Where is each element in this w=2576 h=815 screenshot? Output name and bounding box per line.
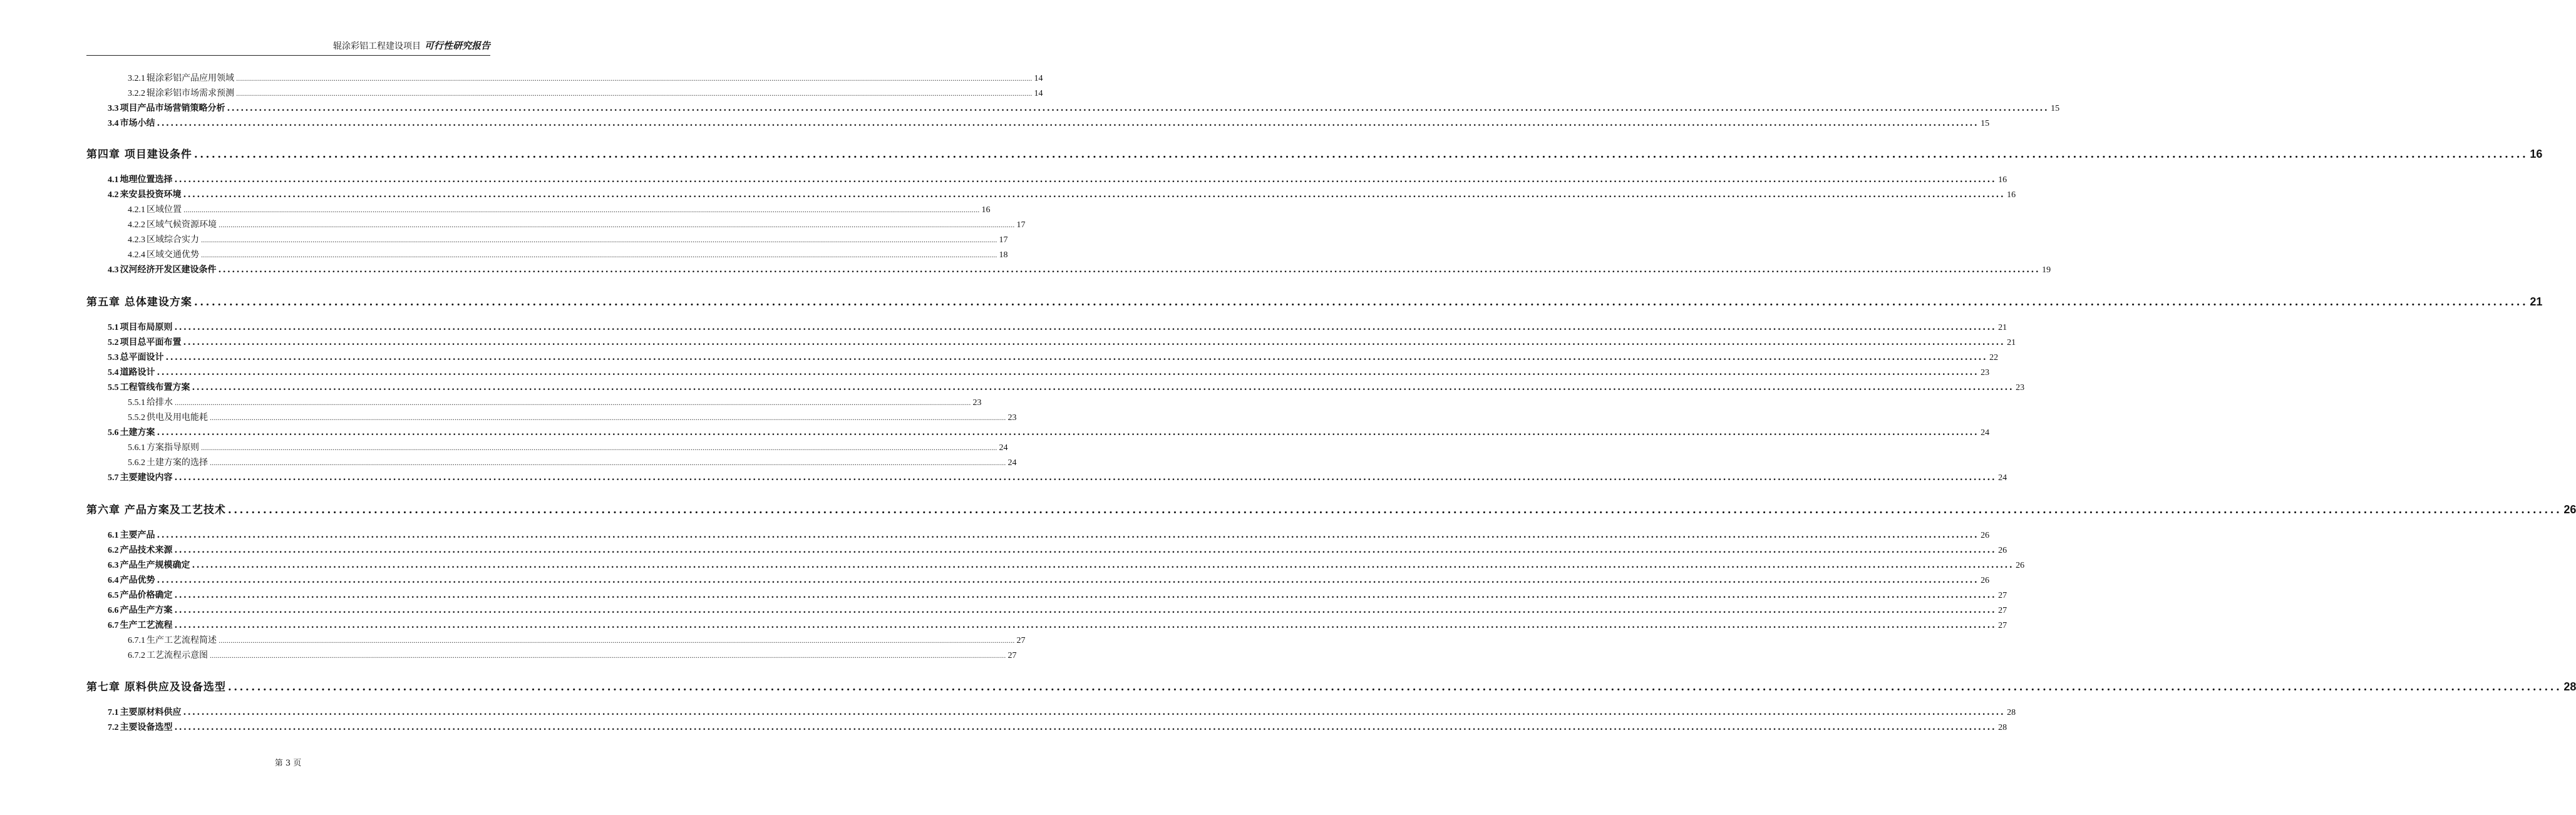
toc-entry-page-number: 17 xyxy=(1016,220,1026,230)
toc-entry-page-number: 16 xyxy=(2007,190,2016,200)
toc-entry-number: 4.2 xyxy=(108,190,119,200)
toc-entry-page-number: 26 xyxy=(1998,546,2007,555)
toc-entry-page-number: 27 xyxy=(1998,621,2007,630)
dot-leader: ................................................................................................................................................................................................................................................................................................................................................................................................................ xyxy=(157,575,1979,585)
toc-entry-number: 6.6 xyxy=(108,606,119,615)
toc-entry-title: 产品技术来源 xyxy=(120,545,173,555)
toc-entry[interactable] xyxy=(108,528,1990,541)
toc-entry-number: 5.1 xyxy=(108,323,119,332)
toc-entry-title: 给排水 xyxy=(147,397,173,408)
toc-entry-title: 道路设计 xyxy=(120,367,155,377)
toc-entry[interactable] xyxy=(128,218,1026,230)
toc-entry-page-number: 23 xyxy=(972,398,982,408)
toc-entry-page-number: 26 xyxy=(1981,576,1990,585)
dot-leader: ................................................................................................................................................................................................................................................................................................................................................................................................................ xyxy=(175,400,971,407)
toc-entry-page-number: 14 xyxy=(1034,74,1043,83)
dot-leader: ................................................................................................................................................................................................................................................................................................................................................................................................................ xyxy=(210,415,1006,422)
toc-chapter-entry[interactable] xyxy=(86,678,2576,694)
toc-entry-number: 5.6.2 xyxy=(128,458,145,468)
dot-leader: ................................................................................................................................................................................................................................................................................................................................................................................................................ xyxy=(183,190,2006,200)
toc-entry[interactable] xyxy=(128,396,982,408)
dot-leader: ................................................................................................................................................................................................................................................................................................................................................................................................................ xyxy=(165,352,1988,362)
toc-entry[interactable] xyxy=(108,573,1990,586)
toc-entry-number: 5.4 xyxy=(108,368,119,377)
toc-entry-page-number: 16 xyxy=(2530,148,2543,160)
dot-leader: ................................................................................................................................................................................................................................................................................................................................................................................................................ xyxy=(157,428,1979,438)
dot-leader: ................................................................................................................................................................................................................................................................................................................................................................................................................ xyxy=(192,382,2014,392)
toc-entry[interactable] xyxy=(108,116,1990,129)
dot-leader: ................................................................................................................................................................................................................................................................................................................................................................................................................ xyxy=(201,252,997,259)
dot-leader: ................................................................................................................................................................................................................................................................................................................................................................................................................ xyxy=(210,460,1006,467)
toc-entry[interactable] xyxy=(108,720,2007,733)
dot-leader: ................................................................................................................................................................................................................................................................................................................................................................................................................ xyxy=(157,367,1979,377)
dot-leader: ................................................................................................................................................................................................................................................................................................................................................................................................................ xyxy=(174,590,1997,600)
toc-entry-page-number: 16 xyxy=(1998,175,2007,185)
toc-entry-page-number: 24 xyxy=(1998,473,2007,483)
toc-entry-number: 3.2.2 xyxy=(128,89,145,98)
dot-leader: ................................................................................................................................................................................................................................................................................................................................................................................................................ xyxy=(192,560,2014,570)
toc-entry-number: 5.3 xyxy=(108,353,119,362)
dot-leader: ................................................................................................................................................................................................................................................................................................................................................................................................................ xyxy=(174,722,1997,732)
dot-leader: ................................................................................................................................................................................................................................................................................................................................................................................................................ xyxy=(201,237,997,244)
toc-entry-title: 汉河经济开发区建设条件 xyxy=(120,265,217,275)
dot-leader: ................................................................................................................................................................................................................................................................................................................................................................................................................ xyxy=(183,707,2006,717)
toc-entry-page-number: 22 xyxy=(1989,353,1999,362)
toc-entry-number: 6.5 xyxy=(108,591,119,600)
toc-entry-page-number: 24 xyxy=(999,443,1008,453)
toc-entry-page-number: 21 xyxy=(1998,323,2007,332)
toc-entry-page-number: 26 xyxy=(2016,561,2025,570)
toc-entry-page-number: 24 xyxy=(1981,428,1990,438)
page-footer xyxy=(0,756,576,768)
toc-entry-number: 6.1 xyxy=(108,531,119,540)
toc-entry[interactable] xyxy=(108,320,2007,333)
toc-entry-page-number: 27 xyxy=(1998,606,2007,615)
toc-entry[interactable] xyxy=(108,351,1999,363)
toc-entry[interactable] xyxy=(128,411,1017,423)
toc-entry-number: 3.2.1 xyxy=(128,74,145,83)
toc-entry-number: 5.7 xyxy=(108,473,119,483)
toc-entry-page-number: 27 xyxy=(1998,591,2007,600)
toc-entry[interactable] xyxy=(128,441,1008,453)
toc-entry-title: 供电及用电能耗 xyxy=(147,413,208,423)
toc-entry-page-number: 23 xyxy=(2016,383,2025,392)
toc-entry[interactable] xyxy=(128,648,1017,661)
toc-entry-title: 项目总平面布置 xyxy=(120,337,182,347)
toc-entry-title: 土建方案的选择 xyxy=(147,458,208,468)
dot-leader: ................................................................................................................................................................................................................................................................................................................................................................................................................ xyxy=(157,530,1979,540)
toc-entry-page-number: 28 xyxy=(2007,708,2016,717)
toc-entry-page-number: 21 xyxy=(2007,338,2016,347)
toc-entry[interactable] xyxy=(128,233,1008,245)
toc-chapter-entry[interactable] xyxy=(86,293,2543,309)
toc-entry-title: 工程管线布置方案 xyxy=(120,382,190,392)
toc-entry[interactable] xyxy=(108,426,1990,438)
toc-entry-number: 4.3 xyxy=(108,265,119,275)
toc-entry-number: 5.6 xyxy=(108,428,119,438)
dot-leader: ................................................................................................................................................................................................................................................................................................................................................................................................................ xyxy=(193,148,2528,161)
toc-entry-page-number: 16 xyxy=(981,205,991,215)
dot-leader: ................................................................................................................................................................................................................................................................................................................................................................................................................ xyxy=(227,681,2562,694)
toc-entry-page-number: 21 xyxy=(2530,295,2543,308)
toc-entry[interactable] xyxy=(108,263,2051,275)
toc-entry-title: 第六章 产品方案及工艺技术 xyxy=(86,504,226,516)
dot-leader: ................................................................................................................................................................................................................................................................................................................................................................................................................ xyxy=(174,605,1997,615)
toc-entry[interactable] xyxy=(108,618,2007,631)
dot-leader: ................................................................................................................................................................................................................................................................................................................................................................................................................ xyxy=(174,175,1997,185)
dot-leader: ................................................................................................................................................................................................................................................................................................................................................................................................................ xyxy=(236,76,1033,83)
toc-entry-title: 项目产品市场营销策略分析 xyxy=(120,103,225,113)
toc-entry-number: 4.2.4 xyxy=(128,250,145,260)
toc-entry-page-number: 28 xyxy=(1998,723,2007,732)
toc-entry-title: 区域位置 xyxy=(147,205,182,215)
toc-entry-page-number: 17 xyxy=(999,235,1008,245)
toc-entry-title: 区域气候资源环境 xyxy=(147,220,217,230)
toc-entry[interactable] xyxy=(108,543,2007,556)
dot-leader: ................................................................................................................................................................................................................................................................................................................................................................................................................ xyxy=(174,620,1997,630)
toc-entry-page-number: 23 xyxy=(1981,368,1990,377)
toc-entry[interactable] xyxy=(108,471,2007,483)
toc-entry-title: 地理位置选择 xyxy=(120,175,173,185)
toc-entry-number: 4.2.1 xyxy=(128,205,145,215)
toc-entry-page-number: 24 xyxy=(1007,458,1017,468)
toc-entry-title: 主要建设内容 xyxy=(120,473,173,483)
toc-entry-number: 3.4 xyxy=(108,119,119,128)
toc-entry-title: 产品价格确定 xyxy=(120,590,173,600)
dot-leader: ................................................................................................................................................................................................................................................................................................................................................................................................................ xyxy=(193,296,2528,309)
toc-entry-number: 6.7.2 xyxy=(128,651,145,660)
toc-entry-number: 4.2.2 xyxy=(128,220,145,230)
toc-entry-number: 3.3 xyxy=(108,104,119,113)
dot-leader: ................................................................................................................................................................................................................................................................................................................................................................................................................ xyxy=(174,473,1997,483)
dot-leader: ................................................................................................................................................................................................................................................................................................................................................................................................................ xyxy=(174,322,1997,332)
toc-entry-number: 4.2.3 xyxy=(128,235,145,245)
toc-entry-number: 5.5.1 xyxy=(128,398,145,408)
toc-entry-number: 5.5 xyxy=(108,383,119,392)
toc-entry-page-number: 23 xyxy=(1007,413,1017,423)
toc-entry-number: 7.2 xyxy=(108,723,119,732)
toc-entry-title: 项目布局原则 xyxy=(120,322,173,332)
dot-leader: ................................................................................................................................................................................................................................................................................................................................................................................................................ xyxy=(219,638,1015,645)
toc-entry-title: 主要原材料供应 xyxy=(120,707,182,717)
header-document-type: 可行性研究报告 xyxy=(424,40,490,51)
toc-entry[interactable] xyxy=(108,603,2007,616)
toc-entry-title: 区域交通优势 xyxy=(147,250,199,260)
toc-entry-title: 主要设备选型 xyxy=(120,722,173,732)
page-number: 第 3 页 xyxy=(274,759,302,768)
toc-entry-number: 5.5.2 xyxy=(128,413,145,423)
toc-entry[interactable] xyxy=(108,558,2025,571)
toc-entry-title: 辊涂彩铝市场需求预测 xyxy=(147,88,234,98)
dot-leader: ................................................................................................................................................................................................................................................................................................................................................................................................................ xyxy=(183,207,980,214)
toc-entry-number: 4.1 xyxy=(108,175,119,185)
toc-entry-title: 第五章 总体建设方案 xyxy=(86,296,192,309)
toc-entry[interactable] xyxy=(128,456,1017,468)
toc-entry-title: 方案指导原则 xyxy=(147,443,199,453)
toc-entry-title: 总平面设计 xyxy=(120,352,164,362)
toc-entry-title: 第四章 项目建设条件 xyxy=(86,148,192,161)
toc-entry-title: 区域综合实力 xyxy=(147,235,199,245)
toc-entry-page-number: 27 xyxy=(1016,636,1026,645)
dot-leader: ................................................................................................................................................................................................................................................................................................................................................................................................................ xyxy=(210,653,1006,660)
toc-entry-title: 产品生产方案 xyxy=(120,605,173,615)
toc-entry[interactable] xyxy=(108,173,2007,185)
toc-entry-title: 来安县投资环境 xyxy=(120,190,182,200)
toc-entry-title: 土建方案 xyxy=(120,428,155,438)
dot-leader: ................................................................................................................................................................................................................................................................................................................................................................................................................ xyxy=(183,337,2006,347)
toc-entry-title: 辊涂彩铝产品应用领域 xyxy=(147,73,234,83)
toc-entry-number: 6.4 xyxy=(108,576,119,585)
dot-leader: ................................................................................................................................................................................................................................................................................................................................................................................................................ xyxy=(219,222,1015,229)
toc-entry-page-number: 15 xyxy=(1981,119,1990,128)
toc-entry-number: 6.2 xyxy=(108,546,119,555)
header-project-name: 辊涂彩铝工程建设项目 xyxy=(332,41,421,51)
dot-leader: ................................................................................................................................................................................................................................................................................................................................................................................................................ xyxy=(218,265,2041,275)
toc-entry[interactable] xyxy=(108,381,2025,393)
toc-entry-title: 生产工艺流程简述 xyxy=(147,635,217,645)
toc-chapter-entry[interactable] xyxy=(86,145,2543,161)
toc-entry-number: 5.6.1 xyxy=(128,443,145,453)
toc-entry-page-number: 28 xyxy=(2563,680,2576,693)
toc-entry-page-number: 26 xyxy=(1981,531,1990,540)
toc-entry[interactable] xyxy=(108,705,2016,718)
toc-entry[interactable] xyxy=(108,188,2016,200)
dot-leader: ................................................................................................................................................................................................................................................................................................................................................................................................................ xyxy=(236,91,1033,98)
toc-entry-number: 7.1 xyxy=(108,708,119,717)
toc-entry[interactable] xyxy=(128,248,1008,260)
toc-chapter-entry[interactable] xyxy=(86,501,2576,516)
toc-entry-title: 主要产品 xyxy=(120,530,155,540)
toc-entry-title: 产品生产规模确定 xyxy=(120,560,190,570)
toc-entry[interactable] xyxy=(108,588,2007,601)
dot-leader: ................................................................................................................................................................................................................................................................................................................................................................................................................ xyxy=(201,445,997,452)
dot-leader: ................................................................................................................................................................................................................................................................................................................................................................................................................ xyxy=(227,504,2562,516)
toc-entry-page-number: 19 xyxy=(2042,265,2051,275)
toc-entry-title: 第七章 原料供应及设备选型 xyxy=(86,681,226,694)
toc-entry-page-number: 15 xyxy=(2051,104,2060,113)
toc-entry-page-number: 27 xyxy=(1007,651,1017,660)
toc-entry-number: 6.3 xyxy=(108,561,119,570)
toc-entry[interactable] xyxy=(128,86,1043,99)
toc-entry-title: 市场小结 xyxy=(120,118,155,128)
dot-leader: ................................................................................................................................................................................................................................................................................................................................................................................................................ xyxy=(174,545,1997,555)
toc-entry[interactable] xyxy=(108,366,1990,378)
toc-entry[interactable] xyxy=(128,203,991,215)
toc-entry-page-number: 26 xyxy=(2563,503,2576,516)
toc-entry-page-number: 18 xyxy=(999,250,1008,260)
toc-entry-title: 工艺流程示意图 xyxy=(147,650,208,660)
toc-entry[interactable] xyxy=(108,336,2016,348)
toc-entry-number: 5.2 xyxy=(108,338,119,347)
toc-entry[interactable] xyxy=(128,71,1043,84)
dot-leader: ................................................................................................................................................................................................................................................................................................................................................................................................................ xyxy=(227,103,2049,113)
toc-entry-number: 6.7 xyxy=(108,621,119,630)
dot-leader: ................................................................................................................................................................................................................................................................................................................................................................................................................ xyxy=(157,118,1979,128)
toc-entry-number: 6.7.1 xyxy=(128,636,145,645)
toc-entry-page-number: 14 xyxy=(1034,89,1043,98)
toc-entry-title: 产品优势 xyxy=(120,575,155,585)
toc-entry[interactable] xyxy=(128,633,1026,646)
toc-entry[interactable] xyxy=(108,101,2060,114)
toc-entry-title: 生产工艺流程 xyxy=(120,620,173,630)
